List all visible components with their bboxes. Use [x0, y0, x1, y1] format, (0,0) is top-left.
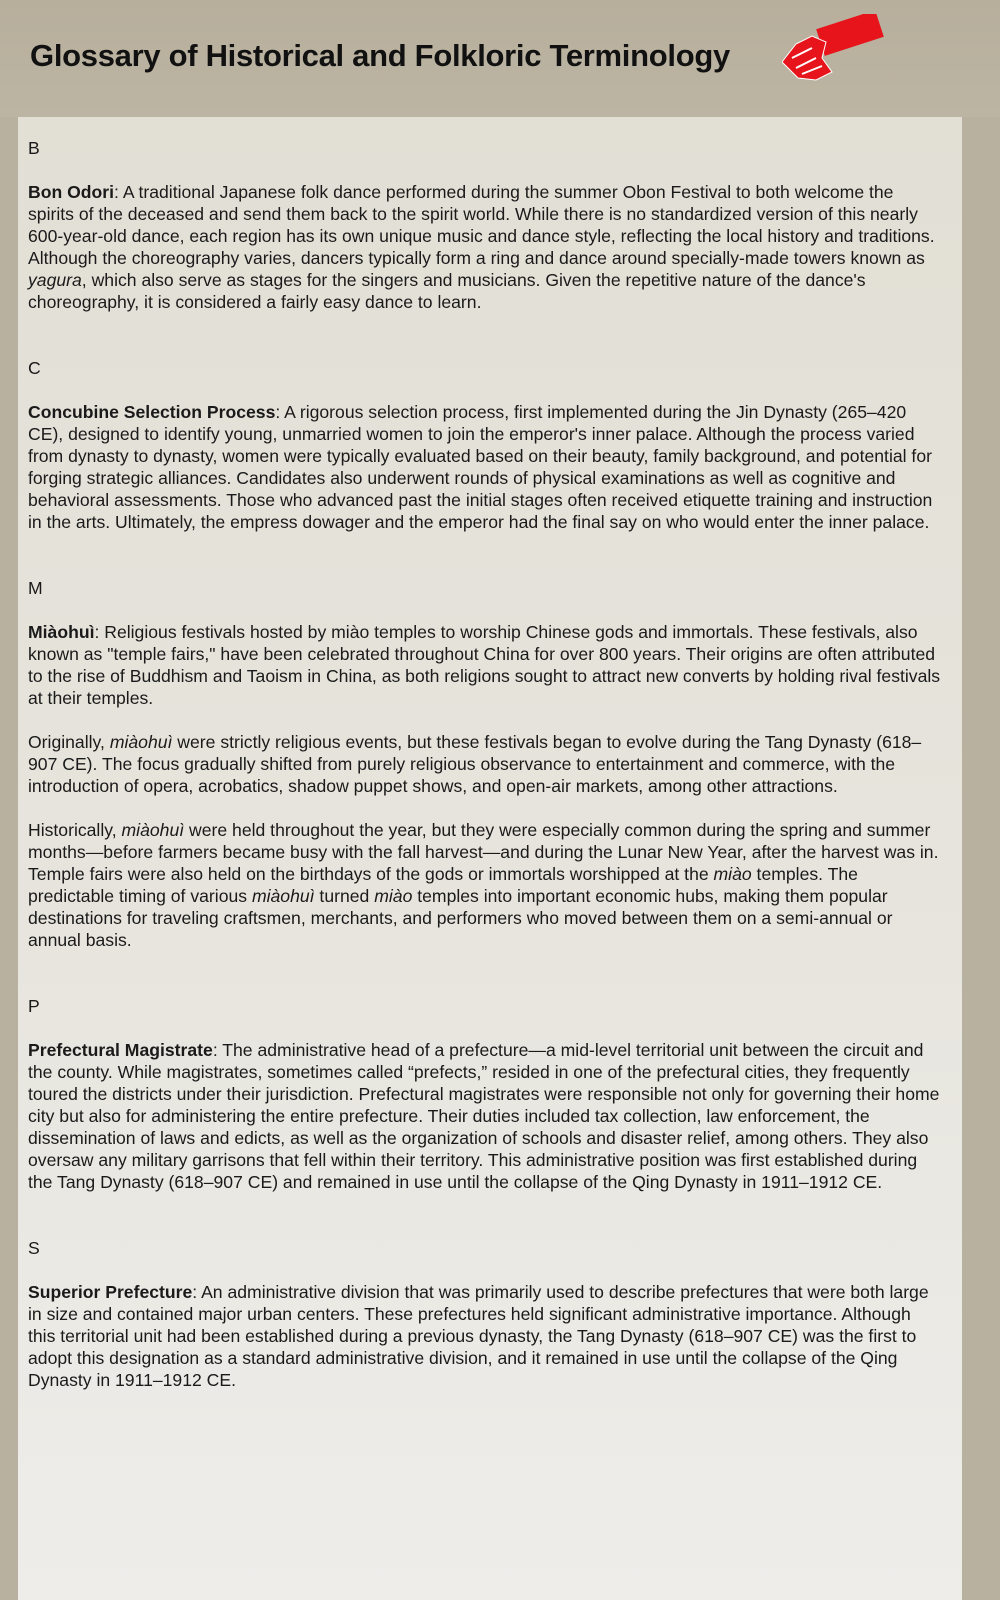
term-name: Prefectural Magistrate — [28, 1040, 213, 1060]
definition-text: were held throughout the year, but they were especially common during the spring and summer months—before farmers became busy with the fall harvest—and during the Lunar New Year, after the harvest was in. Temple fairs were also held on the birthdays of the gods or immortals worshipped at the — [28, 820, 939, 884]
definition-text: temples into important economic hubs, making them popular destinations for traveling craftsmen, merchants, and performers who moved between them on a semi-annual or annual basis. — [28, 886, 893, 950]
italic-term: miàohuì — [121, 820, 185, 840]
definition-text: : A traditional Japanese folk dance performed during the summer Obon Festival to both welcome the spirits of the deceased and send them back to the spirit world. While there is no standardized version of this nearly 600-year-old dance, each region has its own unique music and dance style, reflecting the local history and traditions. Although the choreography varies, dancers typically form a ring and dance around specially-made towers known as — [28, 182, 935, 268]
italic-term: yagura — [28, 270, 82, 290]
section-letter: S — [28, 1238, 40, 1258]
definition-text: turned — [314, 886, 375, 906]
term-name: Superior Prefecture — [28, 1282, 193, 1302]
glossary-entry — [28, 1039, 942, 1193]
glossary-section-m — [28, 577, 942, 951]
definition-text: Originally, — [28, 732, 110, 752]
glossary-section-b — [28, 137, 942, 313]
glossary-section-c — [28, 357, 942, 533]
glossary-content — [28, 137, 942, 1435]
glossary-entry — [28, 181, 942, 313]
header — [0, 0, 1000, 117]
definition-text: : The administrative head of a prefecture—a mid-level territorial unit between the circuit and the county. While magistrates, sometimes called “prefects,” resided in one of the prefectural cities, they frequently toured the districts under their jurisdiction. Prefectural magistrates were responsible not only for governing their home city but also for administering the entire prefecture. Their duties included tax collection, law enforcement, the dissemination of laws and edicts, as well as the organization of schools and disaster relief, among others. They also oversaw any military garrisons that fell within their territory. This administrative position was first established during the Tang Dynasty (618–907 CE) and remained in use until the collapse of the Qing Dynasty in 1911–1912 CE. — [28, 1040, 940, 1192]
section-letter: P — [28, 996, 40, 1016]
term-name: Miàohuì — [28, 622, 95, 642]
section-letter: M — [28, 578, 43, 598]
entry-paragraph — [28, 819, 942, 951]
glossary-section-s — [28, 1237, 942, 1391]
term-name: Bon Odori — [28, 182, 115, 202]
section-letter: B — [28, 138, 40, 158]
nyan-nyan-rampage-logo — [782, 14, 962, 94]
definition-text: : An administrative division that was primarily used to describe prefectures that were both large in size and contained major urban centers. These prefectures held significant administrative importance. Although this territorial unit had been established during a previous dynasty, the Tang Dynasty (618–907 CE) was the first to adopt this designation as a standard administrative division, and it remained in use until the collapse of the Qing Dynasty in 1911–1912 CE. — [28, 1282, 929, 1390]
section-letter: C — [28, 358, 41, 378]
glossary-section-p — [28, 995, 942, 1193]
glossary-entry — [28, 621, 942, 709]
definition-text: : A rigorous selection process, first implemented during the Jin Dynasty (265–420 CE), designed to identify young, unmarried women to join the emperor's inner palace. Although the process varied from dynasty to dynasty, women were typically evaluated based on their beauty, family background, and potential for forging strategic alliances. Candidates also underwent rounds of physical examinations as well as cognitive and behavioral assessments. Those who advanced past the initial stages often received etiquette training and instruction in the arts. Ultimately, the empress dowager and the emperor had the final say on who would enter the inner palace. — [28, 402, 933, 532]
italic-term: miào — [374, 886, 413, 906]
term-name: Concubine Selection Process — [28, 402, 276, 422]
entry-paragraph — [28, 731, 942, 797]
italic-term: miào — [713, 864, 752, 884]
definition-text: temples. The predictable timing of various — [28, 864, 858, 906]
definition-text: , which also serve as stages for the singers and musicians. Given the repetitive nature of the dance's choreography, it is considered a fairly easy dance to learn. — [28, 270, 866, 312]
definition-text: : Religious festivals hosted by miào temples to worship Chinese gods and immortals. These festivals, also known as "temple fairs," have been celebrated throughout China for over 800 years. Their origins are often attributed to the rise of Buddhism and Taoism in China, as both religions sought to attract new converts by holding rival festivals at their temples. — [28, 622, 941, 708]
definition-text: Historically, — [28, 820, 122, 840]
page-title: Glossary of Historical and Folkloric Terminology — [30, 38, 730, 73]
glossary-entry — [28, 401, 942, 533]
glossary-entry — [28, 1281, 942, 1391]
italic-term: miàohuì — [251, 886, 315, 906]
italic-term: miàohuì — [109, 732, 173, 752]
definition-text: were strictly religious events, but these festivals began to evolve during the Tang Dynasty (618–907 CE). The focus gradually shifted from purely religious observance to entertainment and commerce, with the introduction of opera, acrobatics, shadow puppet shows, and open-air markets, among other attractions. — [28, 732, 922, 796]
